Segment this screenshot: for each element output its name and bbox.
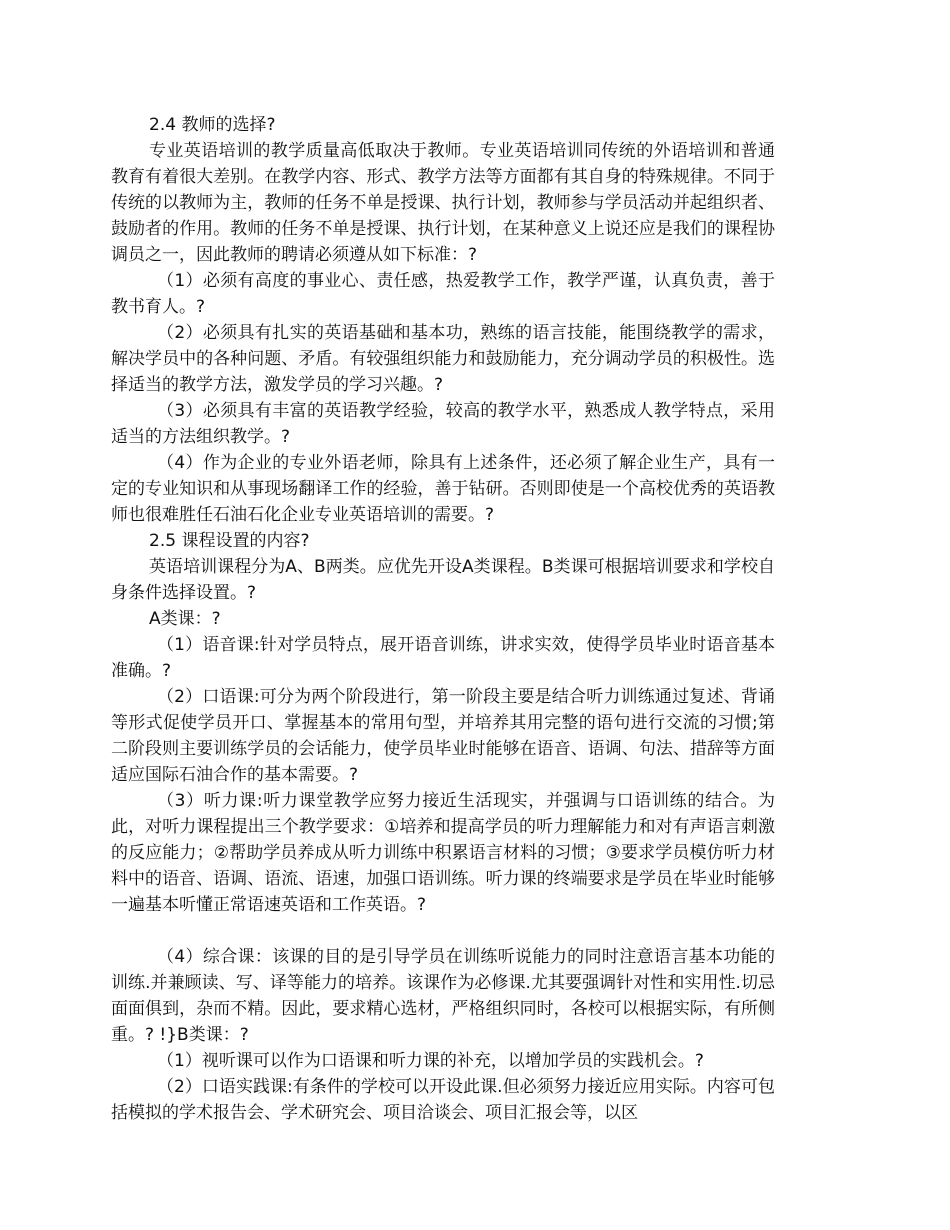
- teacher-criterion-3: （3）必须具有丰富的英语教学经验，较高的教学水平，熟悉成人教学特点，采用适当的方法组织教学。?: [111, 401, 775, 447]
- paragraph-course-intro: 英语培训课程分为A、B两类。应优先开设A类课程。B类课可根据培训要求和学校自身条件选择设置。?: [111, 557, 775, 603]
- teacher-criterion-1: （1）必须有高度的事业心、责任感，热爱教学工作，教学严谨，认真负责，善于教书育人。?: [111, 271, 775, 317]
- section-heading-course-content: 2.5 课程设置的内容?: [149, 531, 310, 551]
- b-course-audiovisual: （1）视听课可以作为口语课和听力课的补充，以增加学员的实践机会。?: [157, 1051, 704, 1071]
- subheading-a-courses: A类课：?: [149, 609, 221, 629]
- teacher-criterion-2: （2）必须具有扎实的英语基础和基本功，熟练的语言技能，能围绕教学的需求，解决学员中的各种问题、矛盾。有较强组织能力和鼓励能力，充分调动学员的积极性。选择适当的教学方法，激发学员的学习兴趣。?: [111, 323, 775, 395]
- paragraph-teacher-intro: 专业英语培训的教学质量高低取决于教师。专业英语培训同传统的外语培训和普通教育有着很大差别。在教学内容、形式、教学方法等方面都有其自身的特殊规律。不同于传统的以教师为主，教师的任务不单是授课、执行计划，教师参与学员活动并起组织者、鼓励者的作用。教师的任务不单是授课、执行计划，在某种意义上说还应是我们的课程协调员之一，因此教师的聘请必须遵从如下标准：?: [111, 141, 775, 265]
- a-course-phonetics: （1）语音课:针对学员特点，展开语音训练，讲求实效，使得学员毕业时语音基本准确。?: [111, 635, 775, 681]
- document-body: [111, 112, 775, 1126]
- a-course-comprehensive: （4）综合课：该课的目的是引导学员在训练听说能力的同时注意语言基本功能的训练.并兼顾读、写、译等能力的培养。该课作为必修课.尤其要强调针对性和实用性.切忌面面俱到，杂而不精。因此，要求精心选材，严格组织同时，各校可以根据实际，有所侧重。? !}B类课：?: [111, 947, 775, 1045]
- a-course-listening: （3）听力课:听力课堂教学应努力接近生活现实，并强调与口语训练的结合。为此，对听力课程提出三个教学要求：①培养和提高学员的听力理解能力和对有声语言刺激的反应能力；②帮助学员养成从听力训练中积累语言材料的习惯；③要求学员模仿听力材料中的语音、语调、语流、语速，加强口语训练。听力课的终端要求是学员在毕业时能够一遍基本听懂正常语速英语和工作英语。?: [111, 791, 775, 915]
- a-course-speaking: （2）口语课:可分为两个阶段进行，第一阶段主要是结合听力训练通过复述、背诵等形式促使学员开口、掌握基本的常用句型，并培养其用完整的语句进行交流的习惯;第二阶段则主要训练学员的会话能力，使学员毕业时能够在语音、语调、句法、措辞等方面适应国际石油合作的基本需要。?: [111, 687, 775, 785]
- teacher-criterion-4: （4）作为企业的专业外语老师，除具有上述条件，还必须了解企业生产，具有一定的专业知识和从事现场翻译工作的经验，善于钻研。否则即使是一个高校优秀的英语教师也很难胜任石油石化企业专业英语培训的需要。?: [111, 453, 775, 525]
- b-course-speaking-practice: （2）口语实践课:有条件的学校可以开设此课.但必须努力接近应用实际。内容可包括模拟的学术报告会、学术研究会、项目洽谈会、项目汇报会等，以区: [111, 1077, 775, 1123]
- section-heading-teacher-selection: 2.4 教师的选择?: [149, 115, 276, 135]
